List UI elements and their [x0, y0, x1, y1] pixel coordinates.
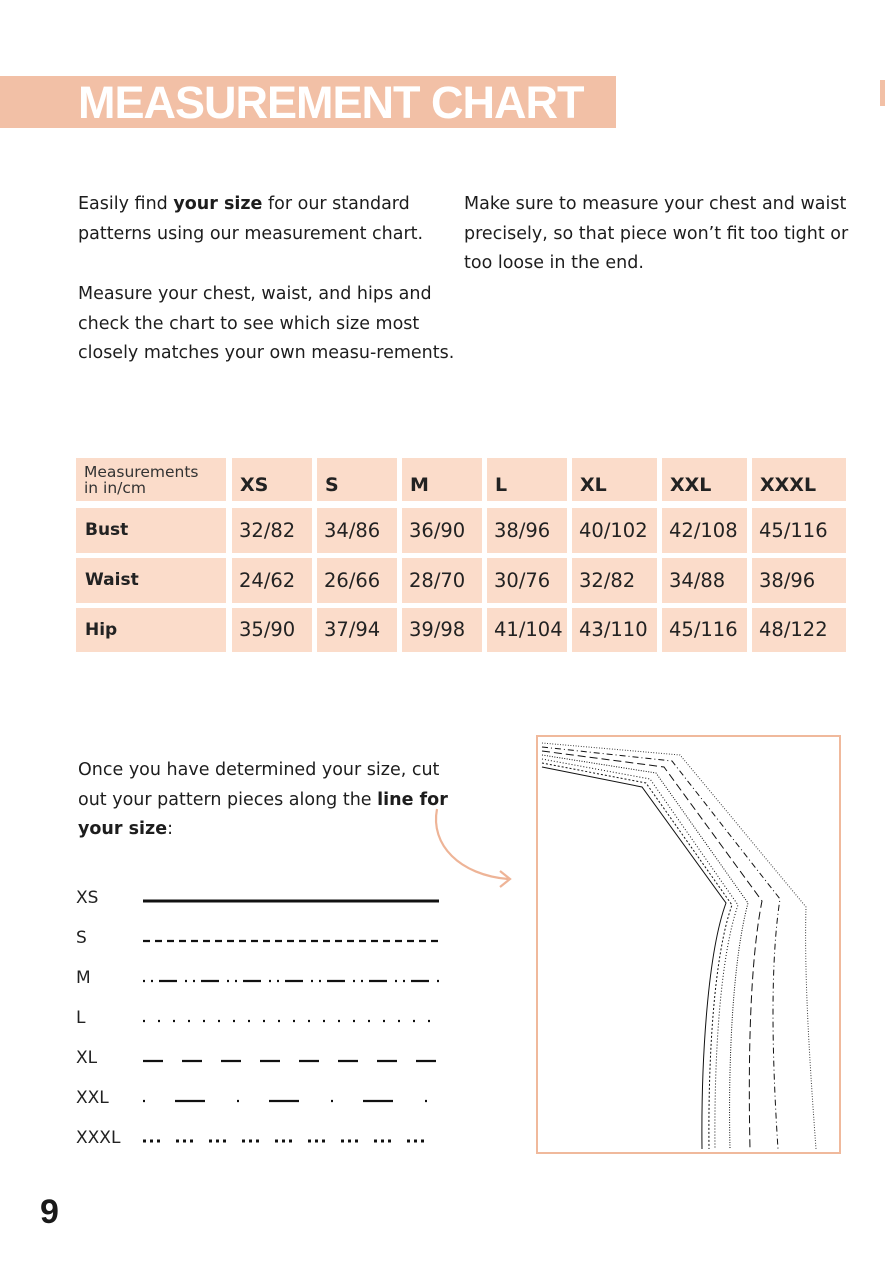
cutting-instructions	[78, 756, 458, 845]
size-header-m: M	[402, 458, 482, 501]
table-cell: 26/66	[317, 558, 397, 603]
table-cell: 35/90	[232, 608, 312, 652]
size-header-xs: XS	[232, 458, 312, 501]
line-key-label-s: S	[76, 928, 87, 948]
line-key-label-m: M	[76, 968, 91, 988]
size-header-xxxl: XXXL	[752, 458, 846, 501]
table-cell: 40/102	[572, 508, 657, 553]
intro-bold-text: your size	[173, 194, 263, 214]
table-cell: 48/122	[752, 608, 846, 652]
line-key-label-xl: XL	[76, 1048, 98, 1068]
row-label-bust: Bust	[76, 508, 226, 553]
intro-paragraph-1	[78, 190, 458, 249]
row-label-hip: Hip	[76, 608, 226, 652]
table-corner-header	[76, 458, 226, 501]
table-cell: 45/116	[662, 608, 747, 652]
intro-text-end: for our standard patterns using our measurement chart.	[78, 194, 424, 244]
table-cell: 37/94	[317, 608, 397, 652]
table-cell: 38/96	[487, 508, 567, 553]
decorative-edge	[880, 80, 885, 106]
line-key-sample-m	[143, 972, 439, 984]
table-cell: 32/82	[232, 508, 312, 553]
line-key-label-l: L	[76, 1008, 86, 1028]
line-key-sample-xs	[143, 892, 439, 904]
table-cell: 32/82	[572, 558, 657, 603]
intro-paragraph-3: Make sure to measure your chest and waist precisely, so that piece won’t fit too tight or too loose in the end.	[464, 194, 849, 273]
table-cell: 43/110	[572, 608, 657, 652]
cutting-bold-text: line for your size	[78, 789, 448, 839]
pattern-lines-illustration	[538, 737, 839, 1152]
intro-text: Easily find	[78, 194, 174, 214]
table-cell: 45/116	[752, 508, 846, 553]
table-cell: 30/76	[487, 558, 567, 603]
table-cell: 41/104	[487, 608, 567, 652]
line-key-sample-xl	[143, 1052, 439, 1064]
pattern-illustration	[536, 735, 841, 1154]
table-cell: 34/88	[662, 558, 747, 603]
table-cell: 42/108	[662, 508, 747, 553]
table-cell: 28/70	[402, 558, 482, 603]
line-key-sample-l	[143, 1012, 439, 1024]
corner-label-line1: Measurements	[84, 463, 199, 481]
curved-arrow-icon	[430, 805, 520, 895]
line-key-sample-xxxl	[143, 1132, 439, 1144]
table-cell: 34/86	[317, 508, 397, 553]
table-cell: 24/62	[232, 558, 312, 603]
table-cell: 39/98	[402, 608, 482, 652]
line-key-label-xs: XS	[76, 888, 99, 908]
size-header-xxl: XXL	[662, 458, 747, 501]
line-key-label-xxl: XXL	[76, 1088, 109, 1108]
cutting-text: Once you have determined your size, cut out your pattern pieces along the	[78, 760, 440, 810]
size-header-s: S	[317, 458, 397, 501]
line-key-label-xxxl: XXXL	[76, 1128, 121, 1148]
table-cell: 38/96	[752, 558, 846, 603]
line-key-sample-s	[143, 932, 439, 944]
table-cell: 36/90	[402, 508, 482, 553]
intro-paragraph-2: Measure your chest, waist, and hips and check the chart to see which size most closely matches your own measu-rements.	[78, 284, 455, 363]
size-header-xl: XL	[572, 458, 657, 501]
page-number: 9	[40, 1193, 59, 1231]
cutting-text-end: :	[167, 819, 173, 839]
row-label-waist: Waist	[76, 558, 226, 603]
size-header-l: L	[487, 458, 567, 501]
line-key-sample-xxl	[143, 1092, 439, 1104]
corner-label-line2: in in/cm	[84, 479, 147, 497]
page-title: MEASUREMENT CHART	[78, 77, 584, 128]
